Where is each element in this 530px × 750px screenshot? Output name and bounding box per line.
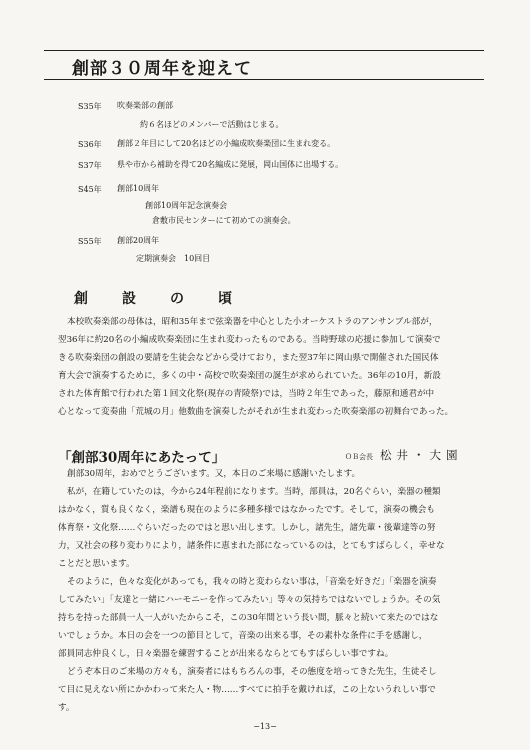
paragraph-line: 体育祭・文化祭……ぐらいだったのではと思い出します。しかし，諸先生，諸先輩・後輩達等の努 [58,523,436,533]
paragraph-line: 私が，在籍していたのは，今から24年程前になります。当時，部員は，20名ぐらい，楽器の種類 [67,487,441,497]
paragraph-line: 心となって変奏曲「荒城の月」他数曲を演奏したがそれが生まれ変わった吹奏楽部の初舞台であった。 [58,407,454,417]
timeline-year: S55年 [78,237,102,246]
timeline-line: 倉敷市民センターにて初めての演奏会。 [152,216,296,225]
paragraph-line: 育大会で演奏するために，多くの中・高校で吹奏楽団の誕生が求められていた。36年の10月，新設 [58,371,441,381]
article-body [58,465,483,717]
page-title: 創部３０周年を迎えて [72,59,252,79]
timeline-line: 創部20周年 [117,236,160,245]
paragraph-line: きる吹奏楽団の創設の要請を生徒会などから受けており，また翌37年に岡山県で開催された国民体 [58,353,439,363]
timeline-line: 約６名ほどのメンバーで活動はじまる。 [140,120,284,129]
paragraph-line: 翌36年に約20名の小編成吹奏楽団に生まれ変わったものである。当時野球の応援に参加して演奏で [58,335,441,345]
title-banner [44,50,484,80]
timeline-year: S45年 [78,185,102,194]
timeline-line: 県や市から補助を得て20名編成に発展，岡山国体に出場する。 [117,160,344,169]
paragraph-line: て目に見えない所にかかわって来た人・物……すべてに拍手を戴ければ，この上ないうれしい事で [58,685,436,695]
section-body [58,313,483,421]
paragraph-line: どうぞ本日のご来場の方々も，演奏者にはもちろんの事，その態度を培ってきた先生，生徒そし [67,667,437,677]
article-title: 「創部30周年にあたって」 [58,450,226,466]
timeline-year: S36年 [78,140,102,149]
section-heading: 創 設 の 頃 [74,291,242,307]
timeline-line: 吹奏楽部の創部 [117,101,173,110]
timeline-line: 創部10周年 [117,184,160,193]
timeline-line: 創部２年目にして20名ほどの小編成吹奏楽団に生まれ変る。 [117,139,336,148]
timeline-line: 創部10周年記念演奏会 [145,201,228,210]
paragraph-line: 持ちを持った部員一人一人がいたからこそ，この30年間という長い間，脈々と続いて来たのではな [58,613,439,623]
paragraph-line: 部員同志仲良くし，日々楽器を練習することが出来るならとてもすばらしい事ですね。 [58,649,394,659]
timeline-year: S37年 [78,161,102,170]
timeline-year: S35年 [78,102,102,111]
timeline-line: 定期演奏会 10回目 [136,254,211,263]
author-role: ＯＢ会長 [345,453,373,461]
paragraph-line: そのように，色々な変化があっても，我々の時と変わらない事は，「音楽を好きだ」「楽器を演奏 [67,577,437,587]
paragraph-line: はかなく，質も良くなく，楽譜も現在のように多種多様ではなかったです。そして，演奏の機会も [58,505,435,515]
paragraph-line: 創部30周年，おめでとうございます。又，本日のご来場に感謝いたします。 [67,469,361,479]
paragraph-line: す。 [58,703,75,713]
paragraph-line: いでしょうか。本日の会を一つの節目として，音楽の出来る事，その素朴な条件に手を感謝し， [58,631,428,641]
paragraph-line: された体育館で行われた第１回文化祭(現存の青陵祭)では，当時２年生であった，藤原和通君が中 [58,389,435,399]
paragraph-line: 力，又社会の移り変わりにより，諸条件に恵まれた部になっているのは，とてもすばらしく，幸せな [58,541,445,551]
paragraph-line: 本校吹奏楽部の母体は，昭和35年まで弦楽器を中心とした小オーケストラのアンサンブル部が， [67,317,438,327]
paragraph-line: ことだと思います。 [58,559,135,569]
page-number: −13− [253,722,277,731]
paragraph-line: してみたい」「友達と一緒にハーモニーを作ってみたい」等々の気持ちではないでしょうか。その気 [58,595,441,605]
author-name: 松井・大園 [380,448,463,462]
